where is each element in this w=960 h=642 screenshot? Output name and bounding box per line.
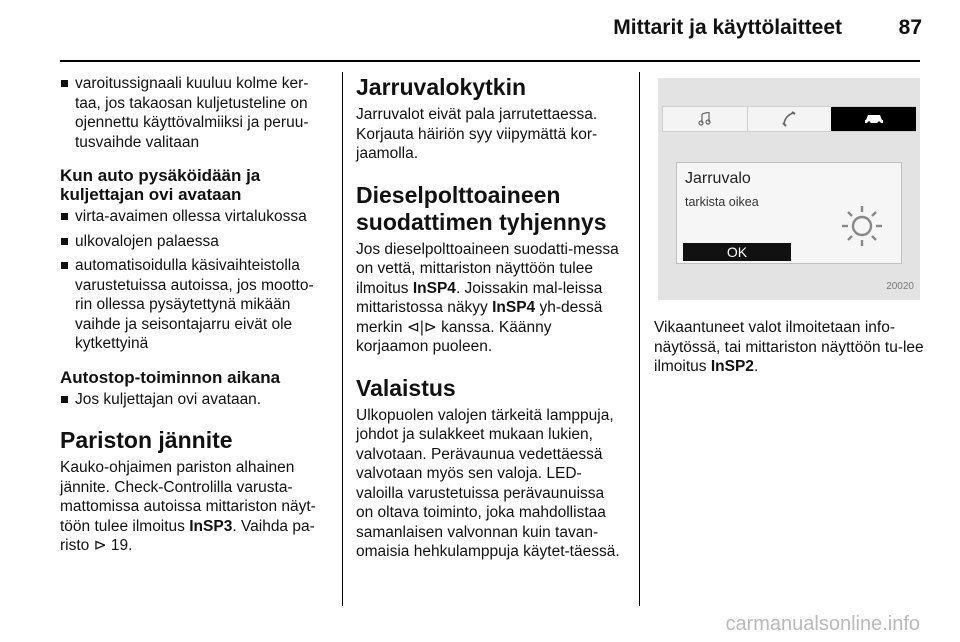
diesel-text: . Joissakin mal-leissa mittaristossa näkyy [356,279,603,316]
autostop-heading: Autostop-toiminnon aikana [60,367,281,387]
battery-heading: Pariston jännite [60,427,233,453]
column-2 [356,74,624,562]
message-subtitle: tarkista oikea [685,195,759,209]
ok-button[interactable]: OK [683,243,791,261]
brake-heading: Jarruvalokytkin [356,74,527,100]
message-title: Jarruvalo [685,170,751,187]
list-item: virta-avaimen ollessa virtalukossa [60,207,330,227]
phone-icon [747,107,832,131]
battery-paragraph [60,458,330,556]
battery-code: InSP3 [189,517,233,535]
page-header [0,0,960,60]
diesel-paragraph [356,240,624,357]
message-panel [676,162,902,264]
column-1 [60,74,330,556]
info-display-figure [658,78,920,300]
list-item: ulkovalojen palaessa [60,232,330,252]
diesel-text: kanssa. Käänny korjaamon puoleen. [356,318,552,355]
caption-text-end: . [753,358,759,375]
battery-page-ref[interactable]: 19. [106,537,133,554]
music-note-icon [663,107,748,131]
lighting-paragraph: Ulkopuolen valojen tärkeitä lamppuja, johdot ja sulakkeet mukaan lukien, valvotaan. Perävaunua vedettäessä valvotaan myös sen valoja. LED-valoilla varustetuissa perävaunuissa on oltava toiminto, joka mahdollistaa samanlaisen valvonnan kuin tavan-omaisia hehkulamppuja käytet-täessä. [356,406,620,560]
bulb-warning-icon [839,203,885,249]
page-number: 87 [898,16,922,39]
figure-number: 20020 [886,280,914,292]
autostop-list [60,390,330,410]
column-3 [654,54,926,377]
column-divider-1 [342,72,343,606]
section-title: Mittarit ja käyttölaitteet [613,16,842,39]
lighting-heading: Valaistus [356,374,456,401]
page-reference-arrow-icon: ⊳ [93,537,107,554]
list-item: automatisoidulla käsivaihteistolla varustetuissa autoissa, jos mootto-rin ollessa pysäytettynä mikään vaihde ja seisontajarru eivät ole kytkettyinä [60,256,330,354]
brake-paragraph: Jarruvalot eivät pala jarrutettaessa. Korjauta häiriön syy viipymättä kor-jaamolla. [356,106,598,162]
diesel-code: InSP4 [492,299,536,316]
battery-text-mid: . Vaihda pa-risto [60,517,315,554]
display-tab-bar [662,106,916,132]
list-item: Jos kuljettajan ovi avataan. [60,390,330,410]
watermark: carmanualsonline.info [725,613,920,635]
parked-heading: Kun auto pysäköidään ja kuljettajan ovi avataan [60,166,261,204]
service-wrench-icon: ⊲|⊳ [406,318,437,336]
figure-caption [654,318,926,377]
car-icon [831,107,916,131]
caption-text: Vikaantuneet valot ilmoitetaan info-näytössä, tai mittariston näyttöön tu-lee ilmoitus [654,319,924,375]
diesel-heading: Dieselpolttoaineen suodattimen tyhjennys [356,181,607,235]
list-item: varoitussignaali kuuluu kolme ker-taa, jos takaosan kuljetusteline on ojennettu käyttövalmiiksi ja peruu-tusvaihde valitaan [60,74,330,152]
column-divider-2 [639,72,640,606]
intro-list [60,74,330,152]
diesel-text: Jos dieselpolttoaineen suodatti-messa on vettä, mittariston näyttöön tulee ilmoitus [356,240,619,297]
battery-text: Kauko-ohjaimen pariston alhainen jännite. Check-Controlilla varusta-mattomissa autoissa mittariston näyt-töön tulee ilmoitus [60,459,316,535]
parked-list [60,207,330,354]
caption-code: InSP2 [710,358,754,375]
diesel-text: yh-dessä merkin [356,299,603,336]
diesel-code: InSP4 [412,279,456,297]
